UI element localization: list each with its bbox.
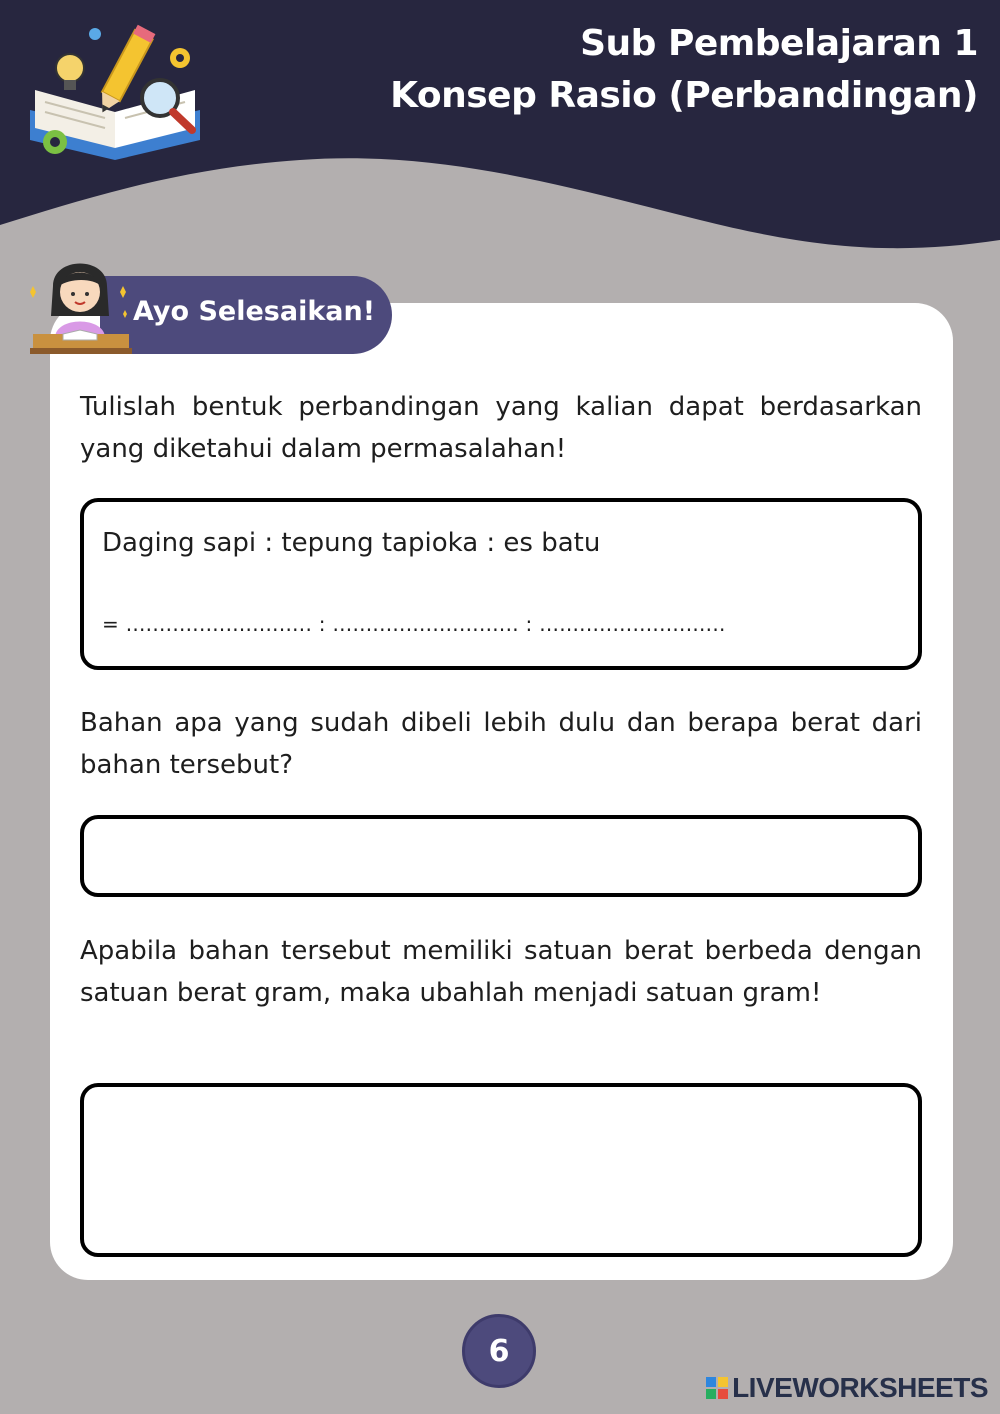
liveworksheets-text: LIVEWORKSHEETS	[732, 1372, 988, 1403]
ratio-label: Daging sapi : tepung tapioka : es batu	[102, 528, 601, 558]
student-girl-icon	[25, 246, 135, 358]
answer-box-2[interactable]	[80, 815, 922, 897]
study-illustration-icon	[20, 20, 215, 170]
ratio-fill-line: = ............................ : ............................ : ............................	[102, 612, 726, 636]
page-number: 6	[462, 1314, 536, 1388]
question-2-text: Bahan apa yang sudah dibeli lebih dulu dan berapa berat dari bahan tersebut?	[80, 708, 922, 780]
question-1-text: Tulislah bentuk perbandingan yang kalian dapat berdasarkan yang diketahui dalam permasalahan!	[80, 392, 922, 464]
answer-box-1[interactable]	[80, 498, 922, 670]
question-3-text: Apabila bahan tersebut memiliki satuan berat berbeda dengan satuan berat gram, maka ubahlah menjadi satuan gram!	[80, 936, 922, 1008]
section-badge-label: Ayo Selesaikan!	[133, 296, 376, 327]
answer-box-3[interactable]	[80, 1083, 922, 1257]
topic-title: Konsep Rasio (Perbandingan)	[390, 75, 978, 116]
subchapter-title: Sub Pembelajaran 1	[580, 23, 978, 64]
liveworksheets-brand	[706, 1372, 988, 1404]
page-title	[390, 18, 978, 122]
liveworksheets-logo-icon	[706, 1377, 728, 1399]
